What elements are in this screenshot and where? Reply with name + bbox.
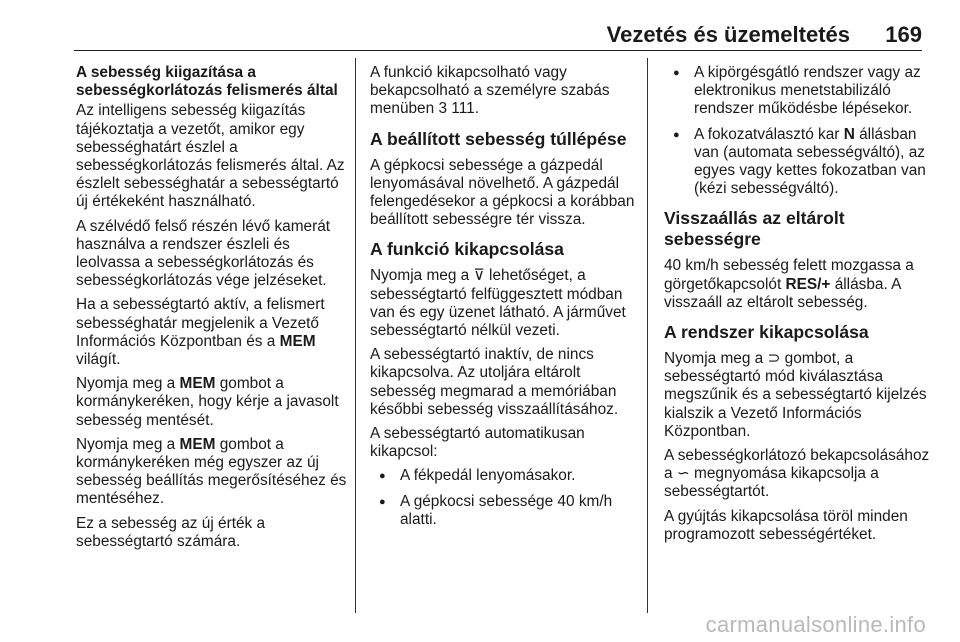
paragraph: A sebességtartó automatikusan kikapcsol: <box>370 425 585 461</box>
page-number: 169 <box>885 22 922 47</box>
page-title: Vezetés és üzemeltetés <box>606 22 850 47</box>
section-heading-deactivation: A funkció kikapcsolása <box>370 239 564 260</box>
res-plus-label: RES/+ <box>785 275 831 293</box>
page-reference-icon: 3 <box>438 100 448 118</box>
list-item: ● A kipörgésgátló rendszer vagy az elektronikus menetstabilizáló rendszer működésbe lépésekor. <box>664 64 934 119</box>
deactivation-list-continued <box>664 64 934 198</box>
paragraph: A gyújtás kikapcsolása töröl minden programozott sebességértéket. <box>664 507 908 543</box>
cruise-off-icon: ⊃ <box>767 350 781 368</box>
column-divider-1 <box>355 58 356 613</box>
list-item: ● A fékpedál lenyomásakor. <box>370 467 648 485</box>
paragraph: A funkció kikapcsolható vagy bekapcsolható a személyre szabás menüben 3 111. <box>370 64 610 118</box>
deactivation-list <box>370 467 648 529</box>
paragraph: Ez a sebesség az új érték a sebességtartó számára. <box>76 514 266 550</box>
paragraph: Nyomja meg a MEM gombot a kormánykeréken, hogy kérje a javasolt sebesség mentését. <box>76 375 339 429</box>
paragraph: Az intelligens sebesség kiigazítás tájékoztatja a vezetőt, amikor egy sebességhatárt észlel a sebességkorlátozás felismerés által. Az észlelt sebességhatár a sebességtartó új értékeként használható. <box>76 102 345 211</box>
list-item: ● A fokozatválasztó kar N állásban van (automata sebességváltó), az egyes vagy kettes fokozatban van (kézi sebességváltó). <box>664 126 934 199</box>
list-item: ● A gépkocsi sebessége 40 km/h alatti. <box>370 493 648 529</box>
paragraph: A sebességkorlátozó bekapcsolásához a ∽ megnyomása kikapcsolja a sebességtartót. <box>664 447 930 501</box>
column-3 <box>664 64 934 550</box>
gear-n-label: N <box>843 125 855 143</box>
mem-label: MEM <box>179 375 216 393</box>
paragraph: 40 km/h sebesség felett mozgassa a görgetőkapcsolót RES/+ állásba. A visszaáll az eltárolt sebesség. <box>664 257 914 311</box>
paragraph: A sebességtartó inaktív, de nincs kikapcsolva. Az utoljára eltárolt sebesség megmarad a memóriában későbbi sebesség visszaállításához. <box>370 346 619 418</box>
section-heading-switch-off: A rendszer kikapcsolása <box>664 322 869 343</box>
paragraph: A szélvédő felső részén lévő kamerát használva a rendszer észleli és leolvassa a sebességkorlátozás és sebességkorlátozás vége jelzéseket. <box>76 217 331 290</box>
paragraph: Nyomja meg a ⊽ lehetőséget, a sebességtartó felfüggesztett módban van és egy üzenet látható. A járművet sebességtartó nélkül vezeti. <box>370 267 626 340</box>
mem-label: MEM <box>179 435 216 453</box>
paragraph: Ha a sebességtartó aktív, a felismert sebességhatár megjelenik a Vezető Információs Központban és a MEM világít. <box>76 296 325 369</box>
section-heading-speed-adaptation: A sebesség kiigazítása a sebességkorlátozás felismerés által <box>76 64 338 100</box>
paragraph: A gépkocsi sebessége a gázpedál lenyomásával növelhető. A gázpedál felengedésekor a gépkocsi a korábban beállított sebességre tér vissza. <box>370 156 635 229</box>
paragraph: Nyomja meg a MEM gombot a kormánykeréken még egyszer az új sebesség beállítás megerősítéséhez és mentéséhez. <box>76 435 347 508</box>
paragraph: Nyomja meg a ⊃ gombot, a sebességtartó mód kiválasztása megszűnik és a sebességtartó kijelzés kialszik a Vezető Információs Központban. <box>664 350 927 440</box>
section-heading-resume-speed: Visszaállás az eltárolt sebességre <box>664 208 845 250</box>
cancel-button-icon: ⊽ <box>473 267 485 285</box>
speed-limiter-icon: ∽ <box>676 465 690 483</box>
watermark: carmanualsonline.info <box>705 612 926 637</box>
page-header <box>74 20 922 51</box>
mem-label: MEM <box>279 332 316 350</box>
column-2 <box>370 64 648 536</box>
section-heading-exceed-speed: A beállított sebesség túllépése <box>370 128 627 149</box>
column-1 <box>76 64 354 557</box>
